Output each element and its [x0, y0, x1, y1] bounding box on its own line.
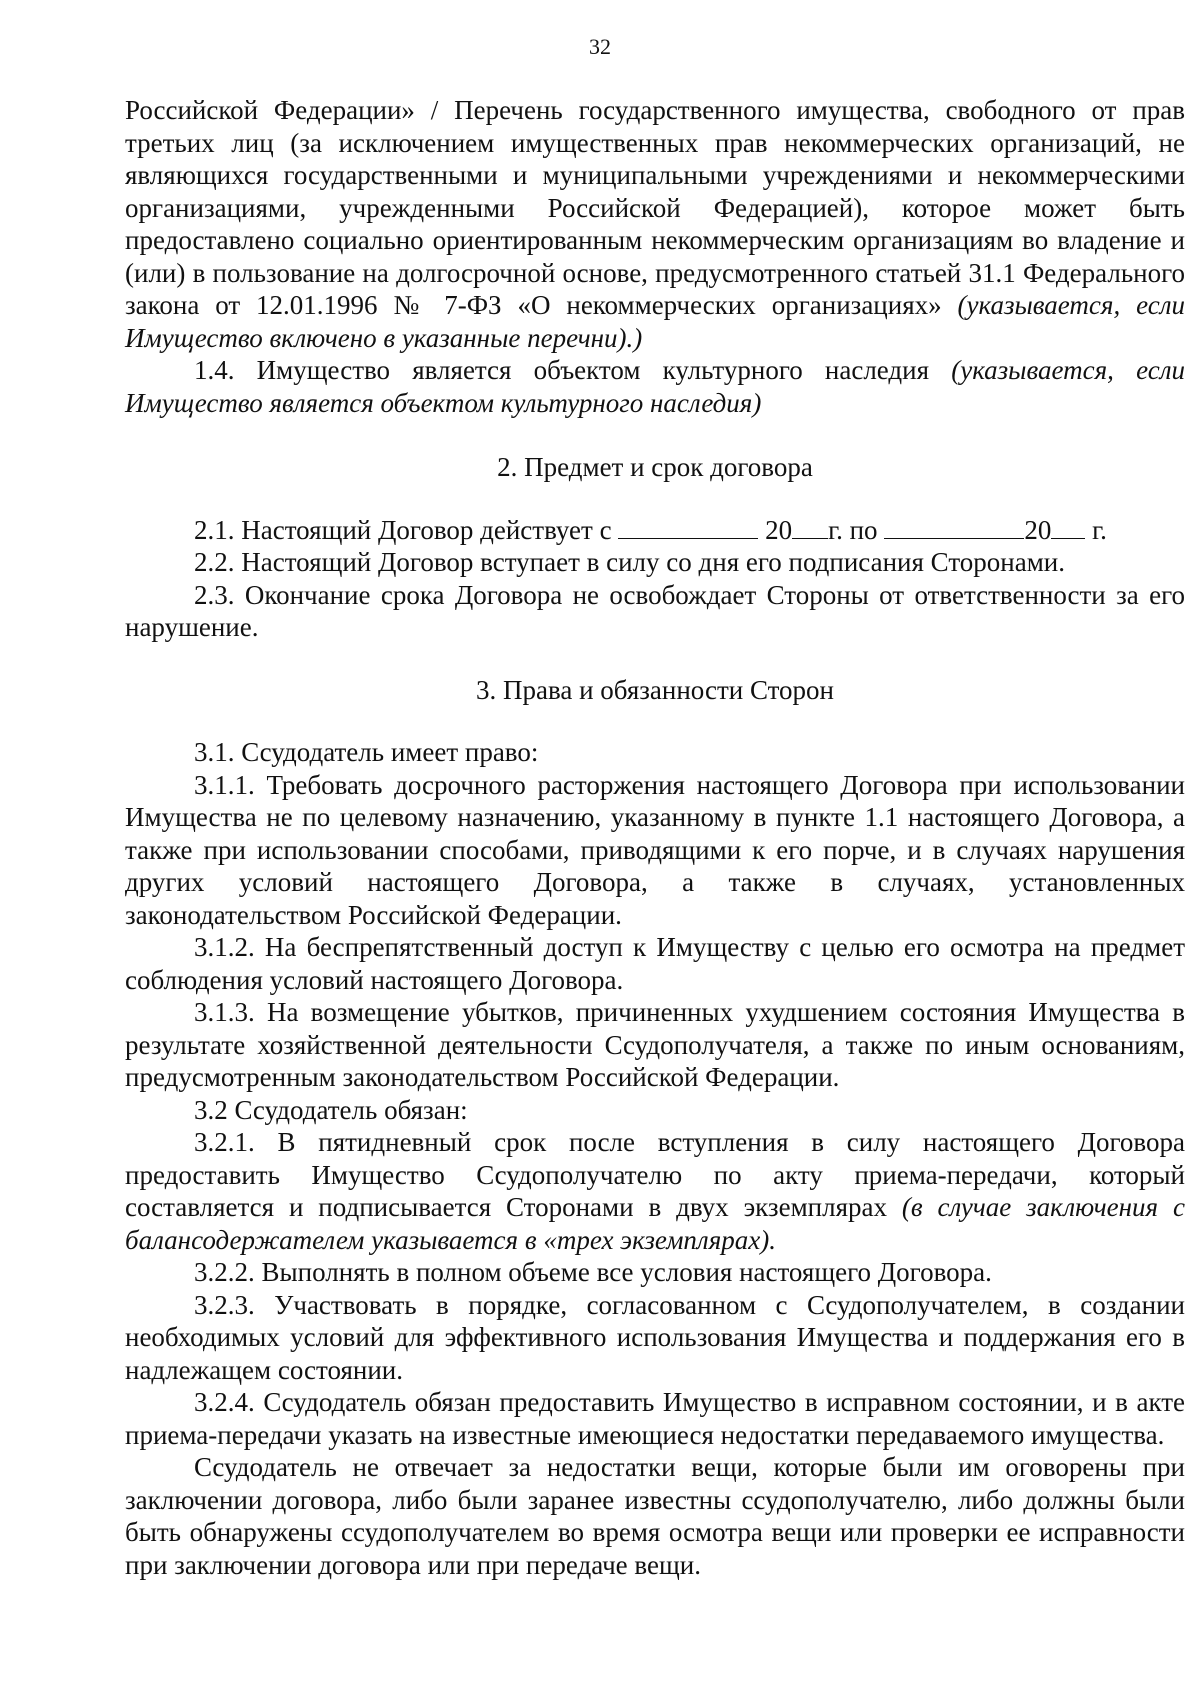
- paragraph-text: 2.1. Настоящий Договор действует с: [194, 514, 619, 545]
- paragraph-3-2-1: [125, 1126, 1185, 1256]
- date-blank-start: [618, 518, 758, 539]
- paragraph-text: Российской Федерации» / Перечень государственного имущества, свободного от прав третьих лиц (за исключением имущественных прав некоммерческих организаций, не являющихся государственными и муниципальными учреждениями и некоммерческими организациями, учрежденными Российской Федерацией), которое может быть предоставлено социально ориентированным некоммерческим организациям во владение и (или) в пользование на долгосрочной основе, предусмотренного статьей 31.1 Федерального закона от 12.01.1996 № 7-ФЗ «О некоммерческих организациях»: [125, 95, 1185, 320]
- italic-note: (указывается, если Имущество включено в указанные перечни).): [125, 290, 1185, 353]
- year-prefix: 20: [1024, 514, 1052, 545]
- section-3-heading: 3. Права и обязанности Сторон: [475, 674, 835, 705]
- paragraph-2-1: [125, 514, 1185, 547]
- paragraph-text: 3.2.1. В пятидневный срок после вступления в силу настоящего Договора предоставить Имущество Ссудополучателю по акту приема-передачи, который составляется и подписывается Сторонами в двух экземплярах: [125, 1127, 1185, 1222]
- paragraph-3-2-2: 3.2.2. Выполнять в полном объеме все условия настоящего Договора.: [194, 1257, 992, 1287]
- page-number: 32: [589, 34, 611, 59]
- paragraph-final: Ссудодатель не отвечает за недостатки вещи, которые были им оговорены при заключении договора, либо были заранее известны ссудополучателю, либо должны были быть обнаружены ссудополучателем во время осмотра вещи или проверки ее исправности при заключении договора или при передаче вещи.: [125, 1452, 1185, 1580]
- paragraph-text: г. по: [828, 514, 885, 545]
- paragraph-3-2: 3.2 Ссудодатель обязан:: [194, 1094, 468, 1125]
- paragraph-text: г.: [1085, 514, 1107, 545]
- italic-note: (указывается, если Имущество является объектом культурного наследия): [125, 355, 1185, 418]
- paragraph-1-4: [125, 354, 1185, 419]
- paragraph-text: 1.4. Имущество является объектом культурного наследия: [194, 355, 952, 385]
- document-body: [125, 94, 1185, 1581]
- paragraph-2-3: 2.3. Окончание срока Договора не освобождает Стороны от ответственности за его нарушение.: [125, 579, 1185, 642]
- date-blank-end: [884, 518, 1024, 539]
- italic-note: (в случае заключения с балансодержателем указывается в «трех экземплярах).: [125, 1192, 1185, 1255]
- paragraph-2-2: 2.2. Настоящий Договор вступает в силу со дня его подписания Сторонами.: [194, 547, 1065, 577]
- year-blank-start: [792, 518, 828, 539]
- year-prefix: 20: [758, 514, 793, 545]
- paragraph-3-1: 3.1. Ссудодатель имеет право:: [194, 737, 539, 767]
- paragraph-3-2-4: 3.2.4. Ссудодатель обязан предоставить Имущество в исправном состоянии, и в акте приема-передачи указать на известные имеющиеся недостатки передаваемого имущества.: [125, 1387, 1185, 1450]
- paragraph-3-2-3: 3.2.3. Участвовать в порядке, согласованном с Ссудополучателем, в создании необходимых условий для эффективного использования Имущества и поддержания его в надлежащем состоянии.: [125, 1289, 1185, 1385]
- paragraph-3-1-3: 3.1.3. На возмещение убытков, причиненных ухудшением состояния Имущества в результате хозяйственной деятельности Ссудополучателя, а также по иным основаниям, предусмотренным законодательством Российской Федерации.: [125, 997, 1185, 1092]
- paragraph-1-3-continuation: [125, 94, 1185, 354]
- year-blank-end: [1051, 518, 1085, 539]
- section-2-heading: 2. Предмет и срок договора: [497, 452, 813, 482]
- paragraph-3-1-1: 3.1.1. Требовать досрочного расторжения настоящего Договора при использовании Имущества не по целевому назначению, указанному в пункте 1.1 настоящего Договора, а также при использовании способами, приводящими к его порче, и в случаях нарушения других условий настоящего Договора, а также в случаях, установленных законодательством Российской Федерации.: [125, 769, 1185, 930]
- paragraph-3-1-2: 3.1.2. На беспрепятственный доступ к Имуществу с целью его осмотра на предмет соблюдения условий настоящего Договора.: [125, 932, 1185, 995]
